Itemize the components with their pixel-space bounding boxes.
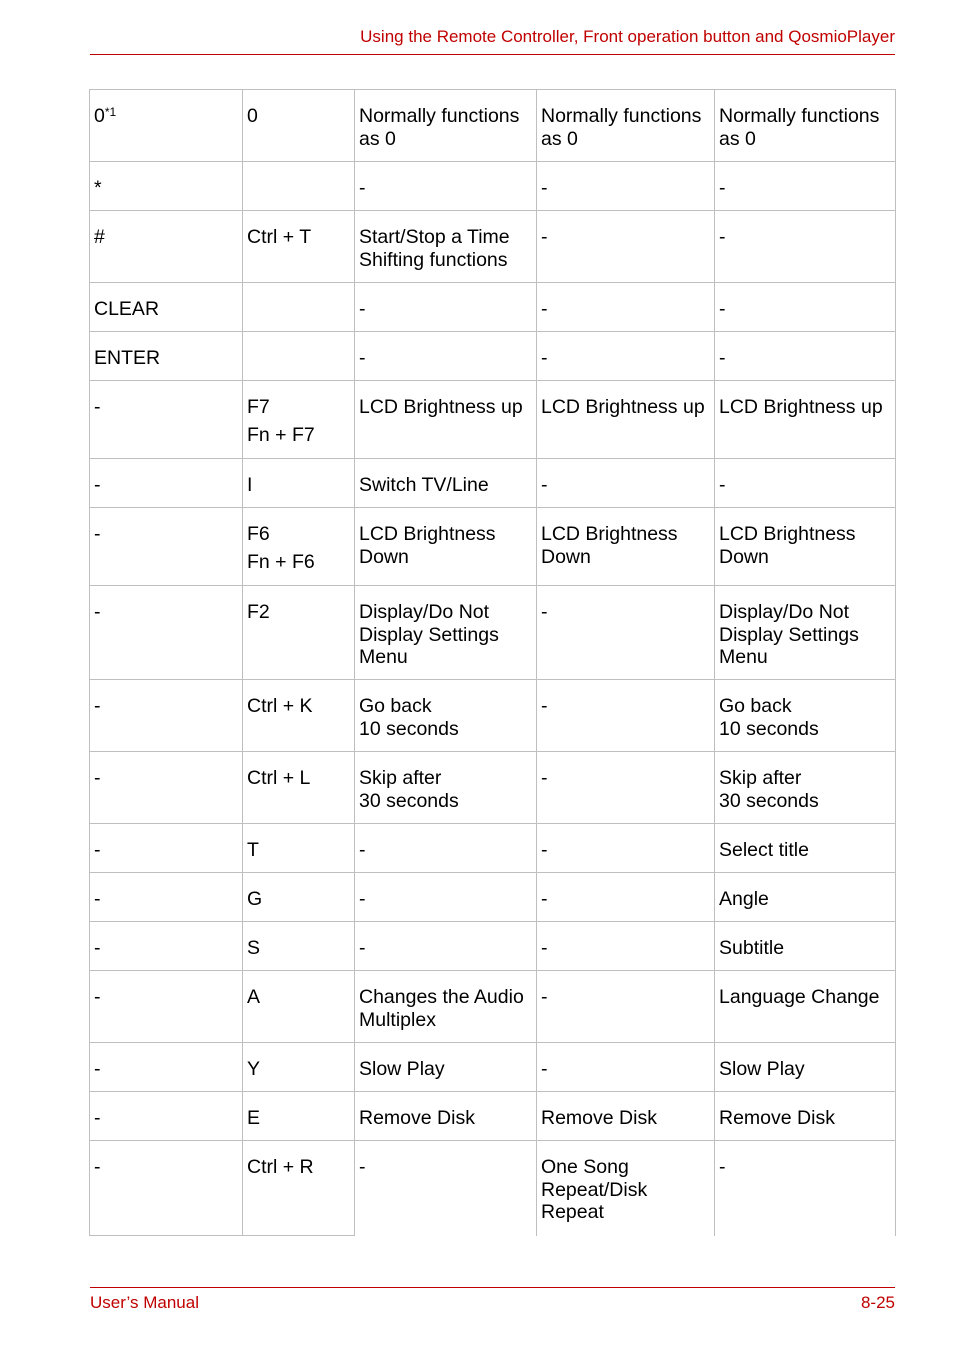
table-cell: Skip after 30 seconds (355, 752, 537, 824)
table-cell: - (90, 922, 243, 971)
table-row (90, 459, 896, 508)
table-cell: Slow Play (715, 1043, 896, 1092)
table-cell: Remove Disk (715, 1092, 896, 1141)
table-cell: Select title (715, 824, 896, 873)
table-cell: - (715, 211, 896, 283)
page-number: 8-25 (860, 1293, 895, 1312)
table-cell: - (537, 459, 715, 508)
table-cell: - (90, 1043, 243, 1092)
table-cell: - (537, 971, 715, 1043)
table-cell: Language Change (715, 971, 896, 1043)
table-cell: - (90, 459, 243, 508)
table-row (90, 1141, 896, 1236)
table-row (90, 873, 896, 922)
table-cell: - (355, 873, 537, 922)
table-cell: LCD Brightness Down (715, 508, 896, 586)
header-rule (90, 54, 895, 55)
table-row (90, 1092, 896, 1141)
table-cell: - (90, 1092, 243, 1141)
table-cell: Ctrl + L (243, 752, 355, 824)
table-cell: Go back 10 seconds (355, 680, 537, 752)
table-row (90, 752, 896, 824)
table-cell: Display/Do Not Display Settings Menu (715, 586, 896, 680)
footer-manual-title: User’s Manual (90, 1293, 199, 1312)
table-cell: Subtitle (715, 922, 896, 971)
table-cell: Changes the Audio Multiplex (355, 971, 537, 1043)
table-cell: - (90, 381, 243, 459)
table-cell: - (355, 1141, 537, 1236)
table-row (90, 90, 896, 162)
table-cell: * (90, 162, 243, 211)
table-row (90, 680, 896, 752)
table-cell: - (715, 283, 896, 332)
table-cell: Ctrl + T (243, 211, 355, 283)
table-cell: CLEAR (90, 283, 243, 332)
table-cell: F2 (243, 586, 355, 680)
table-cell: Go back 10 seconds (715, 680, 896, 752)
table-cell: - (537, 586, 715, 680)
table-cell: F6 Fn + F6 (243, 508, 355, 586)
table-row (90, 971, 896, 1043)
table-row (90, 586, 896, 680)
table-cell: - (90, 1141, 243, 1236)
table-cell: Y (243, 1043, 355, 1092)
table-row (90, 922, 896, 971)
table-cell: - (90, 752, 243, 824)
table-cell: LCD Brightness up (715, 381, 896, 459)
table-cell: - (537, 283, 715, 332)
table-cell: Angle (715, 873, 896, 922)
table-cell: LCD Brightness Down (537, 508, 715, 586)
table-cell: Display/Do Not Display Settings Menu (355, 586, 537, 680)
table-cell: One Song Repeat/Disk Repeat (537, 1141, 715, 1236)
table-row (90, 332, 896, 381)
table-row (90, 211, 896, 283)
table-cell: G (243, 873, 355, 922)
table-row (90, 508, 896, 586)
table-row (90, 381, 896, 459)
table-cell: - (90, 508, 243, 586)
table-cell (243, 162, 355, 211)
table-cell: Slow Play (355, 1043, 537, 1092)
table-cell: - (537, 873, 715, 922)
table-cell: - (90, 971, 243, 1043)
table-cell: E (243, 1092, 355, 1141)
table-cell: - (537, 922, 715, 971)
table-cell: - (90, 586, 243, 680)
table-cell: Ctrl + K (243, 680, 355, 752)
table-cell: Start/Stop a Time Shifting functions (355, 211, 537, 283)
table-cell: - (355, 332, 537, 381)
footer-rule (90, 1287, 895, 1288)
table-cell: 0 (243, 90, 355, 162)
table-cell: Switch TV/Line (355, 459, 537, 508)
table-cell: Remove Disk (537, 1092, 715, 1141)
table-cell: Remove Disk (355, 1092, 537, 1141)
table-cell: - (90, 873, 243, 922)
table-row (90, 824, 896, 873)
table-cell: - (355, 283, 537, 332)
table-cell: LCD Brightness up (537, 381, 715, 459)
table-row (90, 1043, 896, 1092)
table-cell: - (715, 332, 896, 381)
table-cell: # (90, 211, 243, 283)
running-header: Using the Remote Controller, Front operation button and QosmioPlayer (360, 27, 895, 46)
table-cell: 0$^{*1}$ (90, 90, 243, 162)
table-cell: Normally functions as 0 (537, 90, 715, 162)
table-cell: - (715, 162, 896, 211)
table-cell: F7 Fn + F7 (243, 381, 355, 459)
table-cell: - (355, 922, 537, 971)
table-cell: Normally functions as 0 (715, 90, 896, 162)
table-cell: - (537, 1043, 715, 1092)
table-cell: - (355, 162, 537, 211)
table-cell: - (537, 752, 715, 824)
table-cell: Skip after 30 seconds (715, 752, 896, 824)
table-cell: T (243, 824, 355, 873)
table-cell: - (537, 332, 715, 381)
table-cell: Ctrl + R (243, 1141, 355, 1236)
table-cell: - (537, 162, 715, 211)
footnote-marker: *1 (104, 105, 117, 119)
table-cell: LCD Brightness up (355, 381, 537, 459)
table-cell: - (537, 824, 715, 873)
table-cell: - (355, 824, 537, 873)
table-cell: - (90, 824, 243, 873)
table-cell: A (243, 971, 355, 1043)
table-cell (243, 283, 355, 332)
table-cell: I (243, 459, 355, 508)
table-cell: S (243, 922, 355, 971)
table-cell: Normally functions as 0 (355, 90, 537, 162)
table-cell: LCD Brightness Down (355, 508, 537, 586)
table-cell: - (715, 459, 896, 508)
table-cell: - (537, 680, 715, 752)
table-cell: - (537, 211, 715, 283)
table-cell: - (90, 680, 243, 752)
remote-key-table (89, 89, 896, 1236)
table-cell (243, 332, 355, 381)
table-row (90, 162, 896, 211)
table-row (90, 283, 896, 332)
table-cell: ENTER (90, 332, 243, 381)
table-cell: - (715, 1141, 896, 1236)
